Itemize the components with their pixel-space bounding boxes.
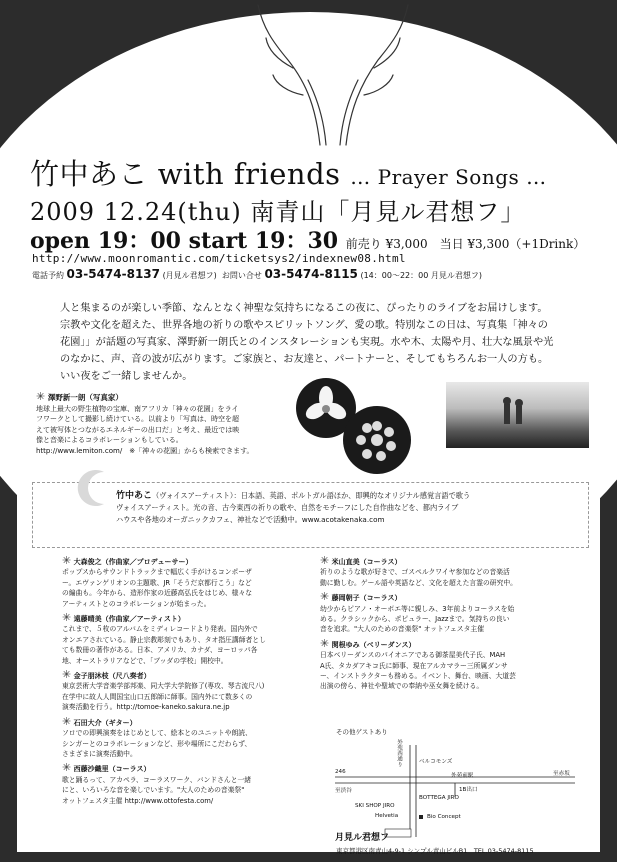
member-line: 歌と踊るって、アカペラ、コーラスワーク、バンドさんと一緒: [62, 775, 252, 784]
title-sub: … Prayer Songs …: [350, 165, 547, 189]
map-label-road: 246: [335, 769, 346, 775]
member-entry: [320, 592, 575, 635]
map-label-shibuya: 至渋谷: [335, 788, 352, 794]
member-line: ポップスからサウンドトラックまで幅広く手がけるコンポーザ: [62, 568, 252, 577]
blossom-icon: [343, 406, 411, 474]
venue-map: [315, 737, 585, 847]
member-line: ても数冊の著作がある。日本、アメリカ、カナダ、ヨーロッパ各: [62, 646, 258, 655]
event-weekday: (thu): [177, 198, 242, 226]
member-line: ー、インストラクターも務める。イベント、舞台、映画、大道芸: [320, 672, 516, 681]
venue-address: 東京都港区南青山4-9-1 シンプル青山ビルB1 TEL.03-5474-8115: [336, 847, 534, 855]
member-line: 動に勤しむ。ゲール語や英語など、文化を超えた言霊の研究中。: [320, 578, 517, 587]
sparkle-icon: ✳: [62, 668, 72, 682]
members-right-column: [320, 556, 575, 696]
bio-line: えて被写体とつながるエネルギーの出口だ」と考え、最近では映: [36, 425, 240, 434]
member-line: 在学中に故人人間国宝山口五郎師に師事。国内外にて数多くの: [62, 692, 253, 701]
member-line: める。クラシックから、ポピュラー、Jazzまで。気持ちの良い: [320, 615, 510, 624]
member-line: 東京芸術大学音楽学部邦楽、同大学大学院修了(専攻、琴古流尺八): [62, 682, 265, 691]
phone-number: 03-5474-8137: [66, 267, 161, 281]
title-main: 竹中あこ with friends: [30, 157, 341, 191]
start-time: 19：30: [254, 228, 339, 254]
singer-bio: [116, 490, 581, 526]
singer-text: 日本語、英語、ポルトガル語ほか、即興的なオリジナル感覚言語で歌う: [240, 491, 471, 500]
event-date: 2009 12.24: [30, 198, 178, 226]
bio-line: フワークとして撮影し続けている。以前より「写真は、時空を超: [36, 415, 239, 423]
map-label-skishop: SKI SHOP JIRO: [355, 803, 395, 809]
sparkle-icon: ✳: [320, 636, 330, 650]
singer-name: 竹中あこ: [116, 491, 153, 501]
member-name: 石田大介（ギター）: [73, 718, 137, 727]
intro-text: [60, 300, 575, 385]
member-name: 藤岡朝子（コーラス）: [331, 594, 402, 603]
photographer-bio: [36, 392, 286, 456]
intro-line: いい夜をご一緒しませんか。: [60, 371, 193, 382]
bio-line: 地球上最大の野生植物の宝庫、南アフリカ「神々の花園」をライ: [36, 404, 239, 413]
sparkle-icon: ✳: [320, 590, 330, 604]
members-left-column: [62, 556, 310, 810]
start-label: start: [188, 228, 248, 254]
intro-line: 宗教や文化を超えた、世界各地の祈りの歌やスピリットソング、愛の歌。特別なこの日は、写真集「神々の: [60, 320, 548, 331]
member-line: シンガーとのコラボレーションなど、形や場所にこだわらず、: [62, 739, 252, 748]
member-line: オットフェスタ主催 http://www.ottofesta.com/: [62, 796, 214, 805]
member-line: ソロでの即興演奏をはじめとして、絵本とのユニットや朗読、: [62, 729, 252, 738]
member-entry: [62, 714, 310, 760]
member-line: 幼少からピアノ・オーボエ等に親しみ、3年前よりコーラスを始: [320, 604, 515, 613]
map-label-gaien: 外苑西通り: [396, 739, 402, 767]
member-line: 地、オーストラリアなどで、「ブッダの学校」開校中。: [62, 656, 228, 665]
map-label-bottega: BOTTEGA JIRO: [419, 795, 459, 801]
sparkle-icon: ✳: [36, 390, 46, 403]
member-line: の編曲も。今年から、造形作家の近藤高弘氏をはじめ、様々な: [62, 589, 253, 598]
member-entry: [320, 636, 575, 692]
date-line: [30, 192, 525, 227]
inquiry-note: (14：00～22：00 月見ル君想フ): [360, 271, 482, 280]
sparkle-icon: ✳: [62, 611, 72, 625]
member-line: オンエアされている。静止宗教彫刻でもあり、タオ指圧講師者とし: [62, 635, 266, 644]
member-name: 大森俊之（作曲家／プロデューサー）: [73, 558, 193, 566]
other-guests-note: その他ゲストあり: [336, 728, 388, 736]
antler-illustration: [248, 0, 418, 150]
member-entry: [62, 556, 310, 609]
intro-line: のなかに、声、音の波が広がります。ご家族と、お友達と、パートナーと、そしてもちろんお一人の方も。: [60, 354, 549, 365]
member-entry: [62, 670, 310, 713]
inquiry-label: お問い合せ: [221, 271, 262, 280]
member-line: 出演の傍ら、神社や聖域での奉納や巫女舞を続ける。: [320, 682, 484, 691]
intro-line: 人と集まるのが楽しい季節、なんとなく神聖な気持ちになるこの夜に、ぴったりのライブをお届けします。: [60, 303, 548, 314]
map-label-station: 外苑前駅: [451, 773, 474, 779]
member-entry: [62, 613, 310, 666]
inquiry-number: 03-5474-8115: [264, 267, 358, 281]
flower-photo-2: [343, 406, 411, 474]
crescent-moon-icon: [76, 468, 116, 508]
member-line: 日本ベリーダンスのパイオニアである御茶屋美代子氏、MAH: [320, 651, 506, 660]
member-entry: [62, 763, 310, 806]
map-label-bellcommons: ベルコモンズ: [419, 759, 453, 765]
member-line: 祈りのような歌が好きで、ゴスペルクワイヤ参加などの音楽活: [320, 568, 510, 577]
member-name: 西藤沙織里（コーラス）: [73, 765, 151, 774]
bio-line: 像と音楽によるコラボレーションもしている。: [36, 436, 183, 444]
map-label-akasaka: 至赤坂: [553, 771, 570, 777]
map-label-helvetia: Helvetia: [375, 813, 399, 819]
ticket-url[interactable]: http://www.moonromantic.com/ticketsys2/indexnew08.html: [32, 252, 406, 265]
open-time: 19：00: [97, 228, 181, 254]
member-name: 関根ゆみ（ベリーダンス）: [331, 640, 416, 649]
singer-line: ハウスや各地のオーガニックカフェ、神社などで活動中。www.acotakenaka.com: [116, 515, 385, 524]
member-line: 音を追求。"大人のための音楽祭" オットフェスタ主催: [320, 625, 484, 634]
open-label: open: [30, 228, 91, 254]
member-line: さまざまに演奏活動中。: [62, 749, 137, 758]
singer-role: （ヴォイスアーティスト）：: [152, 491, 241, 500]
member-line: ー。エヴァンゲリオンの主題歌、JR「そうだ京都行こう」など: [62, 578, 252, 587]
time-line: [30, 224, 585, 255]
phone-info: [32, 267, 482, 281]
member-line: にと、いろいろな音を楽しでいます。"大人のための音楽祭": [62, 786, 245, 795]
phone-note: (月見ル君想フ): [162, 271, 217, 280]
intro-line: 花園」」が話題の写真家、澤野新一朗氏とのインスタレーションも実現。水や木、太陽や月、壮大な風景や光: [60, 337, 554, 348]
singer-line: ヴォイスアーティスト。光の音、古今東西の祈りの歌や、自然をモチーフにした自作曲などを、都内ライブ: [116, 503, 459, 512]
member-line: アーティストとのコラボレーションが始まった。: [62, 599, 211, 608]
member-entry: [320, 556, 575, 588]
sparkle-icon: ✳: [320, 554, 330, 567]
field-photo: [446, 382, 589, 448]
people-icon: [446, 382, 589, 448]
photographer-name: 澤野新一朗（写真家）: [47, 393, 123, 402]
ticket-price: 前売り ¥3,000 当日 ¥3,300（+1Drink）: [345, 237, 586, 251]
event-venue: 南青山「月見ル君想フ」: [250, 198, 526, 226]
member-line: これまで、５枚のアルバムをミディレコードより発表。国内外で: [62, 625, 258, 634]
sparkle-icon: ✳: [62, 554, 72, 567]
member-name: 米山直美（コーラス）: [331, 558, 402, 566]
sparkle-icon: ✳: [62, 714, 72, 728]
photographer-url-note: ※「神々の花園」からも検索できます。: [129, 446, 254, 455]
member-name: 金子朋沐枝（尺八奏者）: [73, 672, 151, 681]
event-title: [30, 152, 547, 193]
member-line: 演奏活動を行う。http://tomoe-kaneko.sakura.ne.jp: [62, 703, 230, 712]
phone-label: 電話予約: [32, 271, 64, 280]
member-line: A氏、タカダアキコ氏に師事、現在アルカマラー三所属ダンサ: [320, 661, 508, 670]
map-label-venue: 月見ル君想フ: [335, 833, 390, 843]
map-label-exit: 1B出口: [459, 787, 478, 793]
photographer-url[interactable]: http://www.lemiton.com/: [36, 446, 123, 455]
map-label-bio: Bio Concept: [427, 814, 461, 820]
member-name: 遠藤晴美（作曲家／アーティスト）: [73, 615, 185, 624]
sparkle-icon: ✳: [62, 761, 72, 775]
